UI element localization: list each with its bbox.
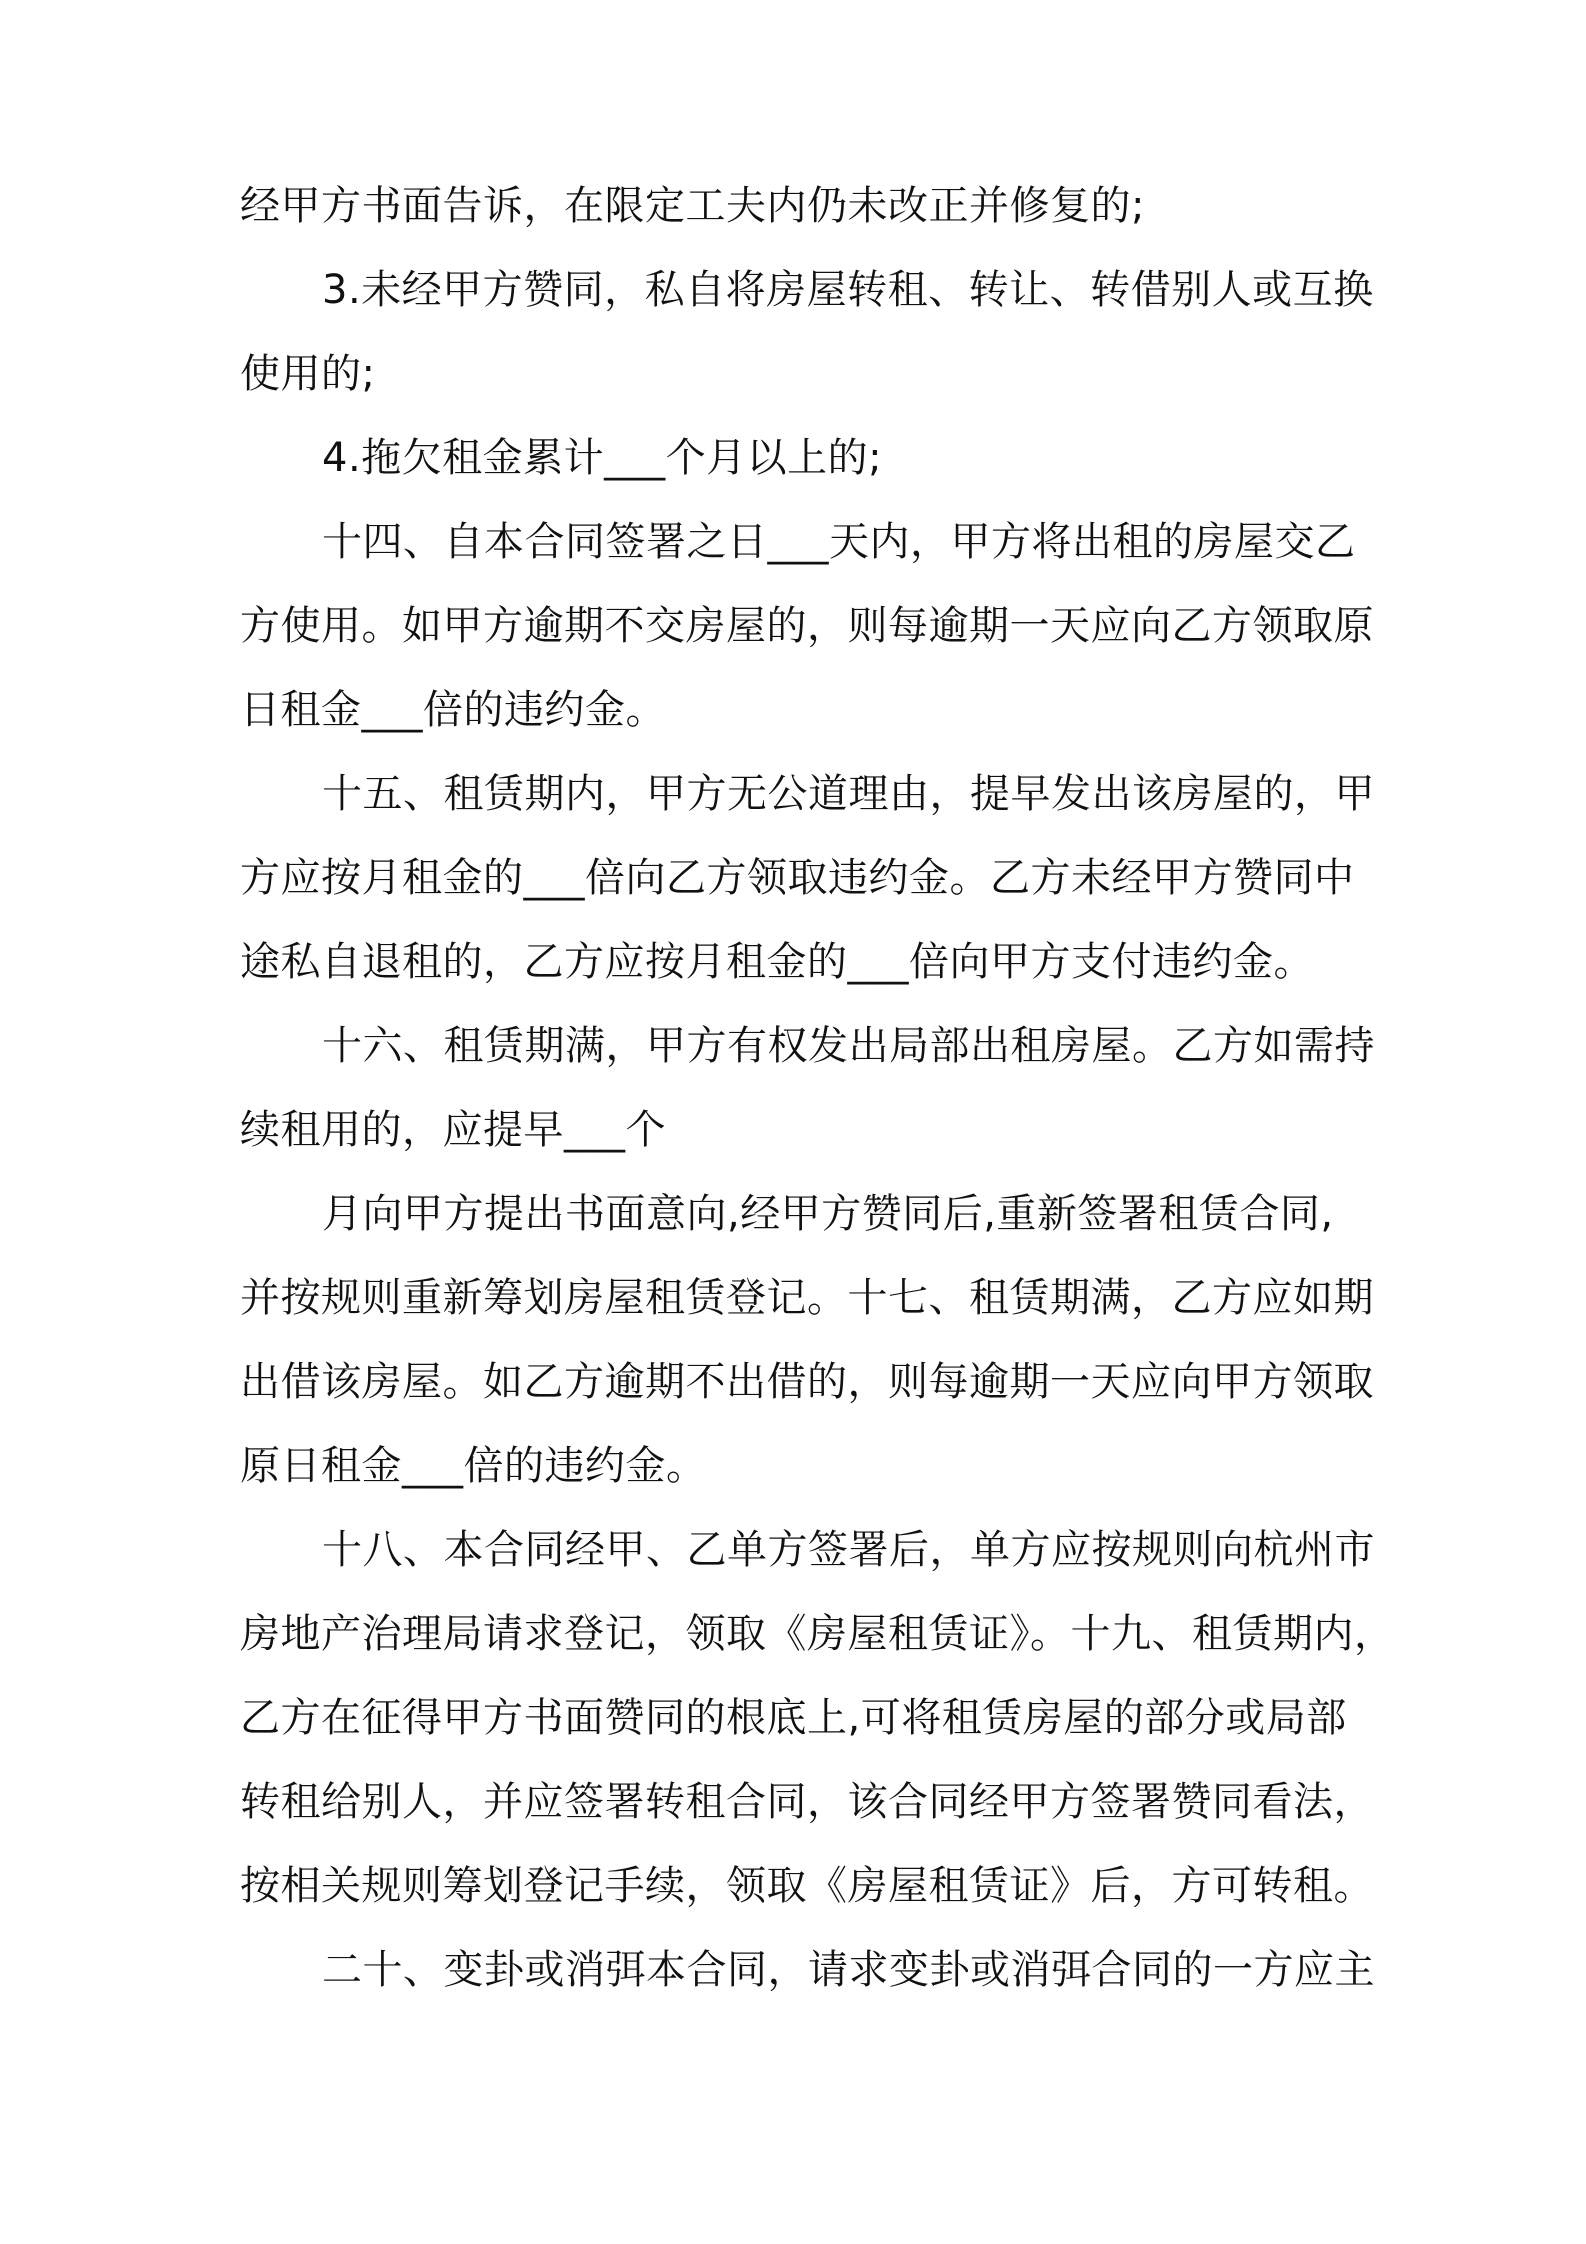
text-line: 出借该房屋。如乙方逾期不出借的，则每逾期一天应向甲方领取 xyxy=(240,1359,1374,1405)
text-line: 十五、租赁期内，甲方无公道理由，提早发出该房屋的，甲 xyxy=(322,771,1375,817)
text-line: 十四、自本合同签署之日___天内，甲方将出租的房屋交乙 xyxy=(322,519,1356,565)
text-line: 经甲方书面告诉，在限定工夫内仍未改正并修复的; xyxy=(240,183,1145,229)
text-line: 二十、变卦或消弭本合同，请求变卦或消弭合同的一方应主 xyxy=(322,1947,1375,1993)
text-line: 3.未经甲方赞同，私自将房屋转租、转让、转借别人或互换 xyxy=(322,267,1374,313)
text-line: 4.拖欠租金累计___个月以上的; xyxy=(322,435,883,481)
text-line: 乙方在征得甲方书面赞同的根底上,可将租赁房屋的部分或局部 xyxy=(240,1695,1347,1741)
text-line: 并按规则重新筹划房屋租赁登记。十七、租赁期满，乙方应如期 xyxy=(240,1275,1374,1321)
text-line: 续租用的，应提早___个 xyxy=(240,1107,666,1153)
text-line: 方应按月租金的___倍向乙方领取违约金。乙方未经甲方赞同中 xyxy=(240,855,1355,901)
text-line: 按相关规则筹划登记手续，领取《房屋租赁证》后，方可转租。 xyxy=(240,1863,1374,1909)
text-line: 十六、租赁期满，甲方有权发出局部出租房屋。乙方如需持 xyxy=(322,1023,1375,1069)
text-line: 原日租金___倍的违约金。 xyxy=(240,1443,707,1489)
text-line: 月向甲方提出书面意向,经甲方赞同后,重新签署租赁合同, xyxy=(322,1191,1334,1237)
text-line: 途私自退租的，乙方应按月租金的___倍向甲方支付违约金。 xyxy=(240,939,1314,985)
text-line: 方使用。如甲方逾期不交房屋的，则每逾期一天应向乙方领取原 xyxy=(240,603,1374,649)
text-line: 使用的; xyxy=(240,351,376,397)
text-line: 转租给别人，并应签署转租合同，该合同经甲方签署赞同看法， xyxy=(240,1779,1374,1825)
text-line: 十八、本合同经甲、乙单方签署后，单方应按规则向杭州市 xyxy=(322,1527,1375,1573)
text-line: 房地产治理局请求登记，领取《房屋租赁证》。十九、租赁期内， xyxy=(240,1611,1395,1657)
text-line: 日租金___倍的违约金。 xyxy=(240,687,666,733)
